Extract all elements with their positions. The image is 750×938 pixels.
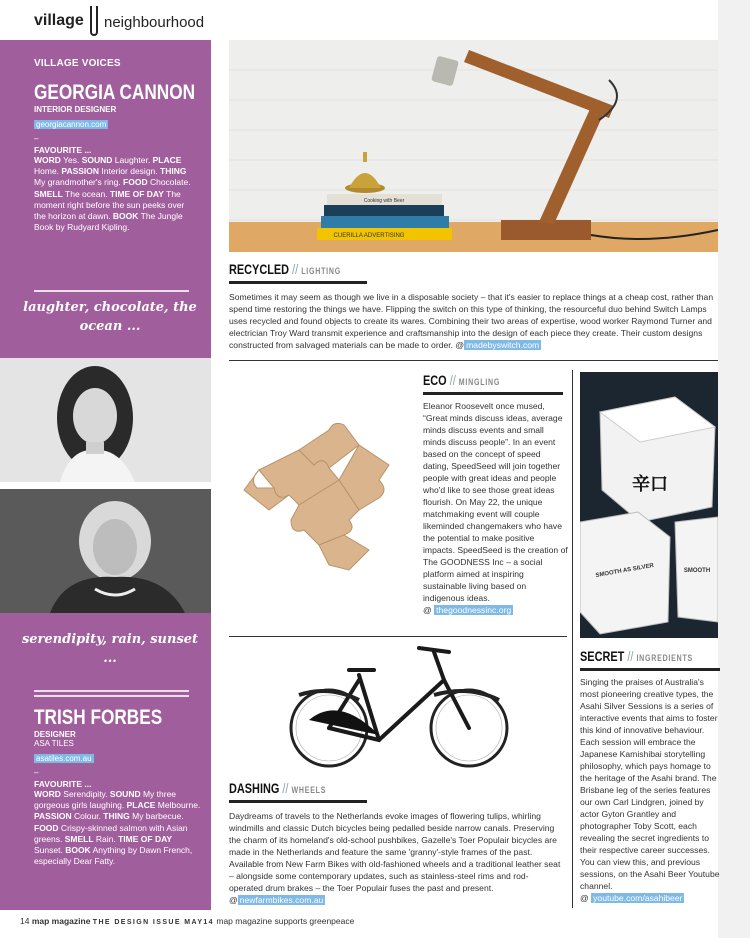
favourite-value: Home. [34,166,62,177]
favourite-key: THING [160,166,187,177]
profile-details [34,706,202,867]
favourite-key: WORD [34,155,61,165]
article-link[interactable]: madebyswitch.com [466,340,540,350]
section-heading-dashing: DASHING // WHEELS [229,780,327,796]
at-symbol: @ [423,605,432,615]
favourite-label: FAVOURITE ... [34,779,92,789]
cube-label: SMOOTH [683,568,711,574]
favourite-value: Yes. [60,155,82,165]
profile-name: GEORGIA CANNON [34,81,196,104]
profile-name: TRISH FORBES [34,706,163,729]
quote-rule [34,695,189,697]
article-link[interactable]: thegoodnessinc.org [436,605,512,615]
column-divider [572,370,573,908]
subsection-label: neighbourhood [104,14,205,31]
portrait-photo-georgia [0,358,211,482]
pull-quote: laughter, chocolate, the ocean ... [23,300,197,334]
horizontal-rule [229,636,567,637]
section-divider [90,6,98,36]
heading-tag: MINGLING [458,377,501,387]
favourite-value: My barbecue. [129,811,184,822]
heading-text: ECO [423,372,447,388]
article-text: Sometimes it may seem as though we live in a disposable society – that it's easier to replace things at a cheap cost, rather than spend time restoring the things we have. Flipping the switch on this type of thinking, the resourceful duo behind Switch Lamps uses recycled and found objects to create its wares. Combining their two areas of expertise, wood worker Raymond Turner and electrician Troy Ward transmit experience and craftsmanship into the design of each piece they create. Their custom designs constructed from salvaged materials can be made to order. @ [229,292,714,350]
book-spine-text: CUERILLA ADVERTISING [333,233,405,239]
heading-underline [423,392,563,395]
favourite-key: PLACE [152,155,182,165]
footer-note: map magazine supports greenpeace [216,916,355,926]
article-link[interactable]: newfarmbikes.com.au [239,895,324,905]
favourite-key: TIME OF DAY [109,188,164,199]
favourite-key: FOOD [34,822,59,833]
puzzle-pieces-photo [229,370,411,630]
favourite-key: SMELL [34,188,63,199]
divider-dash: – [34,768,39,777]
heading-tag: INGREDIENTS [636,653,694,663]
favourite-key: THING [103,811,130,822]
favourite-value: Anything by Dawn French, especially Dear Fatty. [34,845,193,867]
page-footer [20,916,354,926]
favourite-key: BOOK [65,845,91,856]
horizontal-rule [229,360,718,361]
heading-underline [229,281,367,284]
quote-rule [34,690,189,692]
favourite-key: SOUND [81,155,113,165]
favourite-value: Crispy-skinned salmon with Asian greens. [34,822,188,844]
favourite-key: TIME OF DAY [118,833,173,844]
bicycle-photo [229,640,567,770]
favourites-list [34,789,202,867]
heading-tag: WHEELS [291,785,327,795]
favourite-key: FOOD [123,177,148,188]
heading-tag: LIGHTING [301,266,341,276]
favourite-value: My three gorgeous girls laughing. [34,789,177,811]
heading-underline [229,800,367,803]
favourite-key: WORD [34,789,61,799]
book-spine-text: Cooking with Beer [363,198,405,204]
at-symbol: @ [580,893,589,903]
article-link[interactable]: youtube.com/asahibeer [593,893,683,903]
favourite-value: Melbourne. [155,800,201,811]
heading-text: RECYCLED [229,261,290,277]
heading-text: SECRET [580,648,625,664]
page-number: 14 [20,916,30,926]
article-text: Daydreams of travels to the Netherlands evoke images of flowering tulips, whirling windmills and classic Dutch bicycles being pedalled beside narrow canals. Preserving the charm of its homeland's old-school pushbikes, Gazelle's Toer Populair bicycles are made in the Netherlands and feature the same 'granny'-style frames of the past. Available from New Farm Bikes with old-fashioned wheels and a traditional leather seat – alongside some contemporary updates, such as stainless-steel rims and rod-operated drum brakes – the Toer Populair fuses the past and present. @ [229,811,561,905]
kicker: VILLAGE VOICES [34,58,121,69]
quote-rule [34,290,189,292]
favourite-value: Sunset. [34,845,66,856]
favourites-list [34,155,197,233]
portrait-photo-trish [0,489,211,613]
favourite-value: My grandmother's ring. [34,177,124,188]
cube-label: 辛口 [632,474,668,495]
favourite-key: SMELL [64,833,94,844]
section-heading-recycled: RECYCLED // LIGHTING [229,261,341,277]
divider-dash: – [34,134,39,143]
section-heading-secret: SECRET // INGREDIENTS [580,648,694,664]
page-edge [718,0,750,938]
cube-label: SMOOTH AS SILVER [595,562,655,580]
favourite-value: Laughter. [112,155,153,165]
lamp-photo [229,40,718,252]
profile-company: ASA TILES [34,739,74,748]
heading-text: DASHING [229,780,280,796]
favourite-value: Chocolate. [147,177,191,188]
asahi-cubes-photo [580,372,718,638]
section-label: village [34,12,84,29]
pull-quote: serendipity, rain, sunset ... [21,632,199,666]
profile-role: DESIGNER [34,730,76,739]
favourite-value: The Jungle Book by Rudyard Kipling. [34,211,183,233]
favourite-key: PASSION [34,811,72,822]
favourite-value: Interior design. [99,166,160,177]
article-recycled [229,291,718,351]
favourite-key: BOOK [112,211,139,222]
article-secret [580,676,720,904]
section-heading-eco: ECO // MINGLING [423,372,501,388]
favourite-label: FAVOURITE ... [34,145,92,155]
favourite-value: Serendipity. [60,789,110,799]
favourite-key: SOUND [109,789,141,799]
favourite-value: The moment right before the sun peeks over the horizon at dawn. [34,188,185,222]
profile-link[interactable]: georgiacannon.com [36,120,107,129]
favourite-key: PASSION [61,166,100,177]
heading-underline [580,668,720,671]
magazine-name: map magazine [31,916,91,926]
issue-label: THE DESIGN ISSUE MAY14 [92,919,214,926]
profile-role: INTERIOR DESIGNER [34,105,117,114]
article-text: Singing the praises of Australia's most pioneering creative types, the Asahi Silver Sessions is a series of interactive events that aims to foster this kind of innovative behaviour. Each session will embrace the Japanese Kamishibai storytelling philosophy, which pays homage to the heritage of the Asahi brand. The Brisbane leg of the series features our own Carl Lindgren, joined by actor Gyton Grantley and photographer Toby Scott, each revealing the secret ingredients to their respective career successes. You can view this, and previous sessions, on the Asahi Beer Youtube channel. [580,677,720,891]
favourite-value: The ocean. [62,188,110,199]
favourite-key: PLACE [126,800,156,811]
favourite-value: Rain. [93,833,119,844]
profile-link[interactable]: asatiles.com.au [36,754,92,763]
article-eco [423,400,568,616]
article-text: Eleanor Roosevelt once mused, “Great minds discuss ideas, average minds discuss events and small minds discuss people”. In an event based on the concept of speed dating, SpeedSeed will join together people with great ideas and people who'd like to see those great ideas flourish. On May 22, the unique matchmaking event will couple likeminded changemakers who have the potential to make positive impacts. SpeedSeed is the creation of The GOODNESS Inc – a social platform aimed at inspiring sustainable living based on indigenous ideas. [423,401,568,603]
article-dashing [229,810,561,906]
favourite-value: Colour. [71,811,104,822]
